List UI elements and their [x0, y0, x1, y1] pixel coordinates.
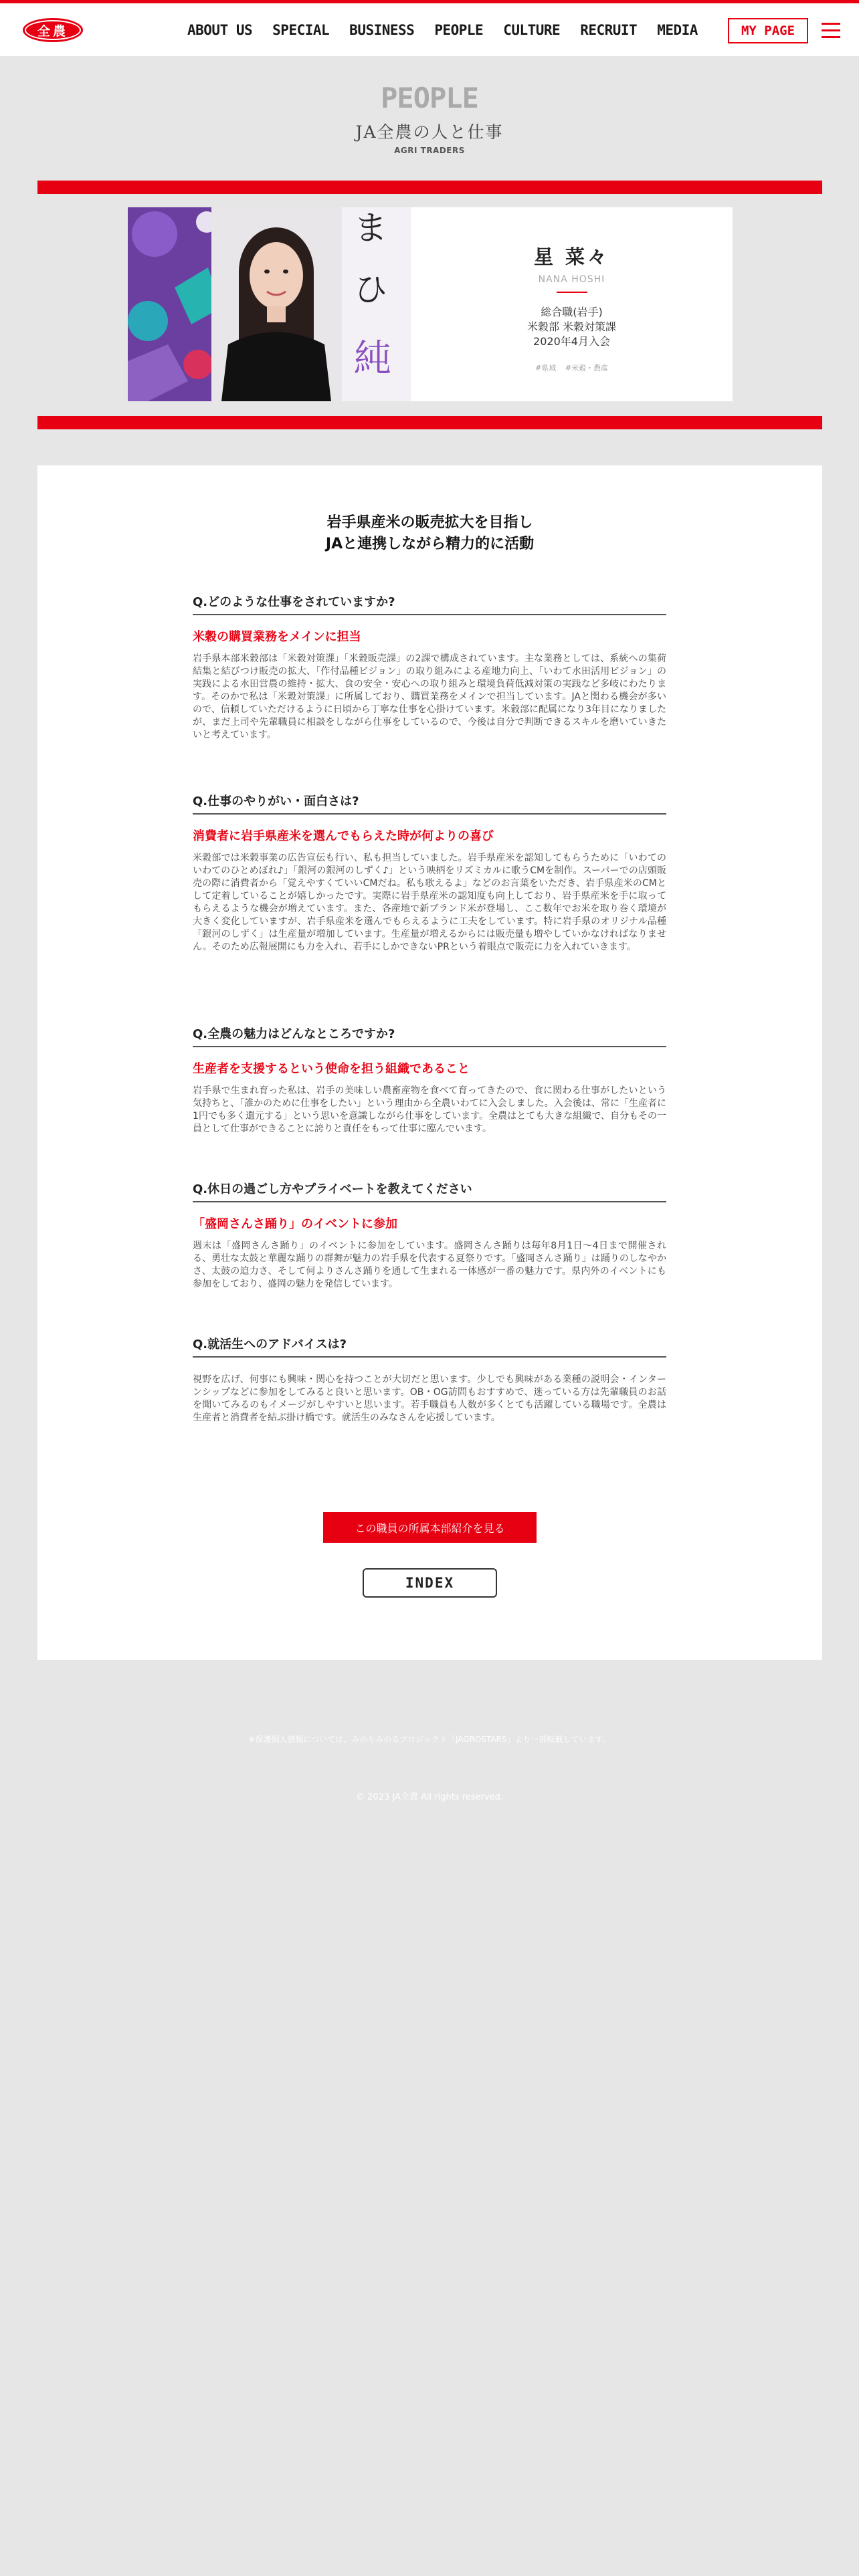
nav-special[interactable]: SPECIAL: [272, 22, 330, 38]
nav-recruit[interactable]: RECRUIT: [580, 22, 638, 38]
profile-department: 米穀部 米穀対策課: [527, 320, 617, 333]
profile-job-type: 総合職(岩手): [541, 306, 603, 318]
footer-note: ※保護個人情報については、みのりみのるプロジェクト「JAGROSTARS」より一部転載しています。: [248, 1735, 611, 1744]
answer-body: 米穀部では米穀事業の広告宣伝も行い、私も担当していました。岩手県産米を認知してもらうために「いわてのいわてのひとめぼれ♪」「銀河の銀河のしずく♪」という映柄をリズミカルに歌うCMを制作。スーパーでの店頭販売の際に消費者から「覚えやすくていいCMだね。私も歌えるよ」などのお言葉をいただき、岩手県産米のCMとして定着していることが嬉しかったです。実際に岩手県産米の認知度も向上しており、岩手県産米を手に取ってもらえるような機会が増えています。また、各産地で新ブランド米が登場し、ここ数年でお米を取り巻く環境が大きく変化していますが、岩手県産米を選んでもらえるように工夫をしています。特に岩手県のオリジナル品種「銀河のしずく」は生産量が増加しています。生産量が増えるからには販売量も増やしていかなければなりません。そのため広報展開にも力を入れ、若手にしかできないPRという着眼点で販売に力を入れていきます。: [193, 853, 666, 952]
profile-card: [128, 207, 733, 401]
answer-body: 週末は「盛岡さんさ踊り」のイベントに参加をしています。盛岡さんさ踊りは毎年8月1日〜4日まで開催される、勇壮な太鼓と華麗な踊りの群舞が魅力の岩手県を代表する夏祭りです。「盛岡さんさ踊り」は踊りのしなやかさ、太鼓の迫力さ、そして何よりさんさ踊りを通して生まれる一体感が一番の魅力です。県内外のイベントにも参加をしており、盛岡の魅力を発信しています。: [193, 1241, 666, 1289]
view-department-button[interactable]: この職員の所属本部紹介を見る: [323, 1512, 537, 1543]
hamburger-menu-icon[interactable]: [822, 23, 840, 39]
qa-section: [193, 1025, 666, 1136]
answer-heading: 生産者を支援するという使命を担う組織であること: [193, 1062, 470, 1076]
answer-body: 岩手県で生まれ育った私は、岩手の美味しい農畜産物を食べて育ってきたので、食に関わる仕事がしたいという気持ちと、「誰かのために仕事をしたい」という理由から全農いわてに入会しました。入会後は、常に「生産者に1円でも多く還元する」という思いを意識しながら仕事をしています。全農はとても大きな組織で、自分もその一員として仕事ができることに誇りと責任をもって仕事に臨んでいます。: [193, 1085, 666, 1134]
index-button[interactable]: INDEX: [363, 1568, 497, 1598]
site-header: [0, 0, 859, 56]
question-heading: Q.休日の過ごし方やプライベートを教えてください: [193, 1180, 666, 1202]
nav-about-us[interactable]: ABOUT US: [187, 22, 253, 38]
question-heading: Q.どのような仕事をされていますか?: [193, 593, 666, 615]
page-title-ja: JA全農の人と仕事: [355, 122, 504, 142]
profile-photo: [128, 207, 411, 401]
answer-body: 視野を広げ、何事にも興味・関心を持つことが大切だと思います。少しでも興味がある業種の説明会・インターンシップなどに参加をしてみると良いと思います。OB・OG訪問もおすすめで、迷っている方は先輩職員のお話を聞いてみるのもイメージがしやすいと思います。若手職員も人数が多くとても活躍している職場です。全農は生産者と消費者を結ぶ掛け橋です。就活生のみなさんを応援しています。: [193, 1374, 666, 1423]
tag-prefecture[interactable]: #県域: [535, 364, 557, 372]
qa-section: [193, 1180, 666, 1291]
lead-line-1: 岩手県産米の販売拡大を目指し: [326, 514, 533, 531]
profile-tags: [411, 362, 733, 373]
nav-business[interactable]: BUSINESS: [349, 22, 415, 38]
nav-media[interactable]: MEDIA: [657, 22, 698, 38]
answer-heading: 「盛岡さんさ踊り」のイベントに参加: [193, 1217, 397, 1231]
profile-name: 星 菜々: [533, 245, 610, 268]
answer-heading: 米穀の購買業務をメインに担当: [193, 630, 361, 644]
red-divider-bottom: [37, 416, 822, 429]
answer-body: 岩手県本部米穀部は「米穀対策課」「米穀販売課」の2課で構成されています。主な業務としては、系統への集荷結集と結びつけ販売の拡大、「作付品種ビジョン」の取り組みによる産地力向上、「いわて水田活用ビジョン」の実践による水田営農の維持・拡大、食の安全・安心への取り組みと環境負荷低減対策の実践など多岐にわたります。そのかで私は「米穀対策課」に所属しており、購買業務をメインで担当しています。JAと関わる機会が多いので、信頼していただけるように日頃から丁寧な仕事を心掛けています。米穀部に配属になり3年目になりましたが、まだ上司や先輩職員に相談をしながら仕事をしているので、今後は自分で判断できるスキルを磨いていきたいと考えています。: [193, 653, 666, 740]
qa-section: [193, 792, 666, 954]
profile-info: [411, 305, 733, 349]
photo-char-2: ひ: [354, 270, 387, 309]
profile-joined: 2020年4月入会: [533, 335, 610, 348]
footer-copyright: © 2023 JA全農 All rights reserved.: [356, 1792, 503, 1802]
question-heading: Q.全農の魅力はどんなところですか?: [193, 1025, 666, 1047]
question-heading: Q.就活生へのアドバイスは?: [193, 1335, 666, 1358]
interview-article: [37, 465, 822, 1660]
answer-heading: 消費者に岩手県産米を選んでもらえた時が何よりの喜び: [193, 829, 494, 843]
profile-name-roman: NANA HOSHI: [538, 274, 605, 285]
nav-people[interactable]: PEOPLE: [434, 22, 484, 38]
lead-line-2: JAと連携しながら精力的に活動: [325, 536, 535, 552]
tag-rice[interactable]: #米穀・農産: [565, 364, 608, 372]
photo-char-3: 純: [354, 337, 391, 381]
ja-zennoh-logo[interactable]: 全農: [23, 18, 83, 42]
qa-section: [193, 593, 666, 742]
global-nav: [187, 22, 698, 38]
nav-culture[interactable]: CULTURE: [503, 22, 561, 38]
page-subtitle: AGRI TRADERS: [394, 146, 465, 155]
question-heading: Q.仕事のやりがい・面白さは?: [193, 792, 666, 815]
qa-section: [193, 1335, 666, 1424]
article-lead: [37, 512, 822, 555]
photo-char-1: ま: [354, 209, 387, 247]
mypage-button[interactable]: MY PAGE: [728, 18, 808, 43]
red-divider-top: [37, 181, 822, 194]
page-title-en: PEOPLE: [381, 82, 478, 114]
profile-underline: [557, 292, 587, 293]
